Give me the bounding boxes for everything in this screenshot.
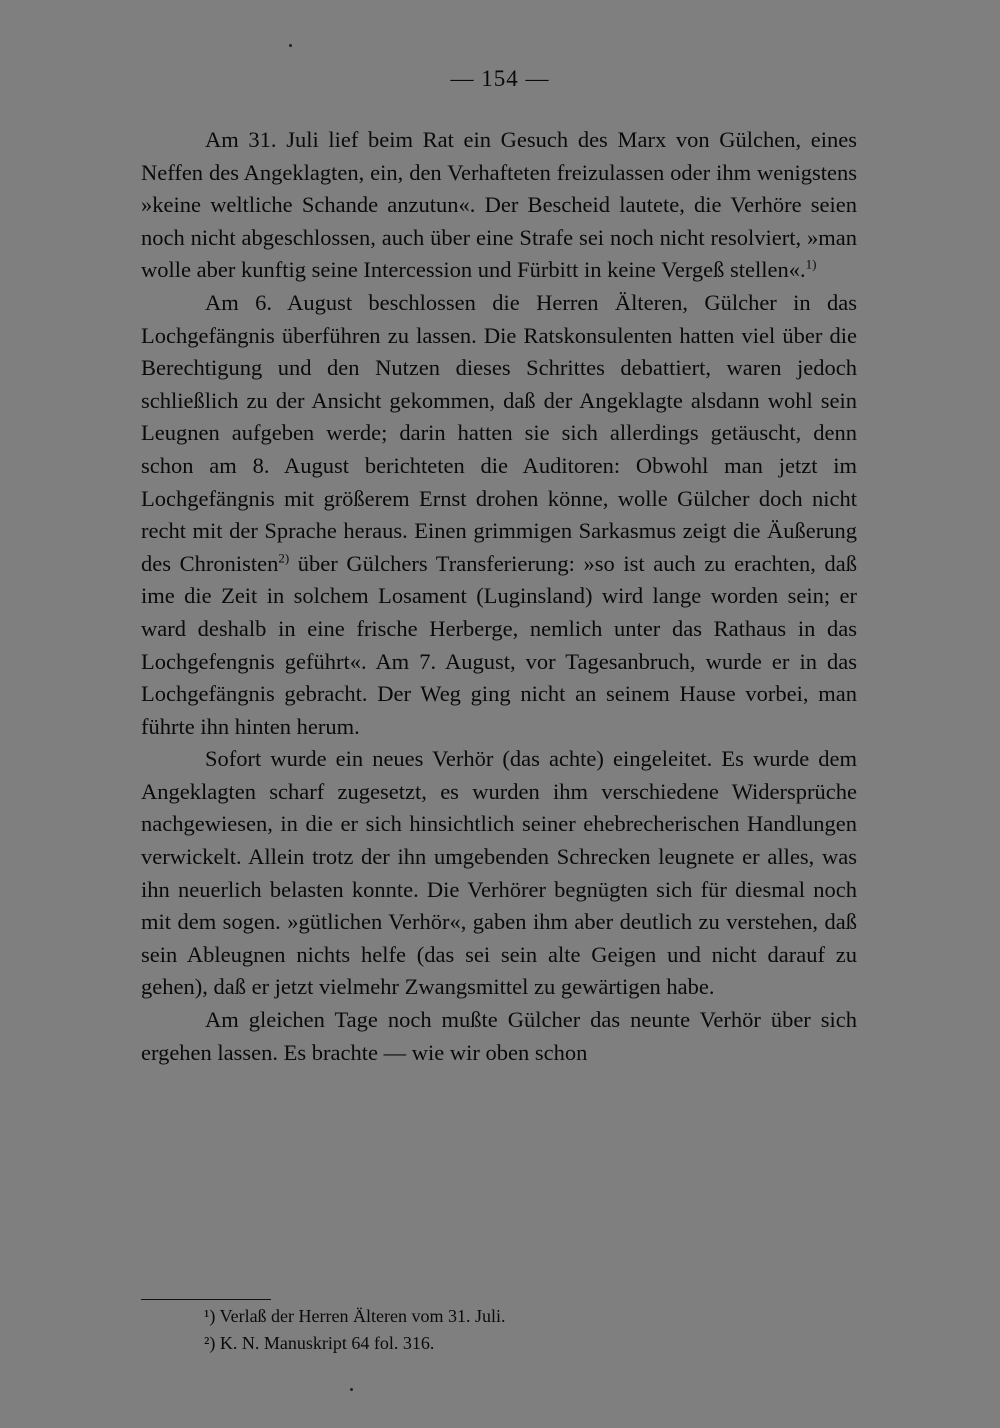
paper-speck [289,44,292,47]
footnotes [204,1303,854,1357]
footnote-ref: 2) [278,550,290,566]
footnote-text: Verlaß der Herren Älteren vom 31. Juli. [219,1306,506,1326]
paragraph-text: Sofort wurde ein neues Verhör (das achte) eingeleitet. Es wurde dem Angeklagten scharf zugesetzt, es wurden ihm verschiedene Widersprüche nachgewiesen, in die er sich hinsichtlich seiner ehebrecherischen Handlungen verwickelt. Allein trotz der ihn umgebenden Schrecken leugnete er alles, was ihn neuerlich belasten konnte. Die Verhörer begnügten sich für diesmal noch mit dem sogen. »gütlichen Verhör«, gaben ihm aber deutlich zu verstehen, daß sein Ableugnen nichts helfe (das sei sein alte Geigen und nicht darauf zu gehen), daß er jetzt vielmehr Zwangsmittel zu gewärtigen habe. [141,746,857,1000]
footnote [204,1330,854,1357]
paragraph-text-continued: über Gülchers Transferierung: »so ist auch zu erachten, daß ime die Zeit in solchem Losament (Luginsland) wird lange worden sein; er ward deshalb in eine frische Herberge, nemlich unter das Rathaus in das Lochgefengnis geführt«. Am 7. August, vor Tagesanbruch, wurde er in das Lochgefängnis gebracht. Der Weg ging nicht an seinem Hause vorbei, man führte ihn hinten herum. [141,550,857,739]
paragraph-text: Am gleichen Tage noch mußte Gülcher das neunte Verhör über sich ergehen lassen. Es brachte — wie wir oben schon [141,1007,857,1065]
paragraph-text: Am 31. Juli lief beim Rat ein Gesuch des Marx von Gülchen, eines Neffen des Angeklagten, ein, den Verhafteten freizulassen oder ihm wenigstens »keine weltliche Schande anzutun«. Der Bescheid lautete, die Verhöre seien noch nicht abgeschlossen, auch über eine Strafe sei noch nicht resolviert, »man wolle aber kunftig seine Intercession und Fürbitt in keine Vergeß stellen«. [141,127,857,283]
paragraph [141,743,857,1004]
footnote-marker: ²) [204,1333,216,1353]
footnote-divider [141,1299,271,1300]
footnote [204,1303,854,1330]
footnote-marker: ¹) [204,1306,216,1326]
paragraph [141,124,857,287]
main-text [141,124,857,1069]
paragraph [141,1004,857,1069]
page-number: — 154 — [450,66,550,91]
paper-speck [350,1388,353,1391]
footnote-ref: 1) [805,256,817,272]
footnote-text: K. N. Manuskript 64 fol. 316. [219,1333,435,1353]
paragraph-text: Am 6. August beschlossen die Herren Älteren, Gülcher in das Lochgefängnis überführen zu lassen. Die Ratskonsulenten hatten viel über die Berechtigung und den Nutzen dieses Schrittes debattiert, waren jedoch schließlich zu der Ansicht gekommen, daß der Angeklagte alsdann wohl sein Leugnen aufgeben werde; darin hatten sie sich allerdings getäuscht, denn schon am 8. August berichteten die Auditoren: Obwohl man jetzt im Lochgefängnis mit größerem Ernst drohen könne, wolle Gülcher doch nicht recht mit der Sprache heraus. Einen grimmigen Sarkasmus zeigt die Äußerung des Chronisten [141,289,857,576]
paragraph [141,287,857,743]
